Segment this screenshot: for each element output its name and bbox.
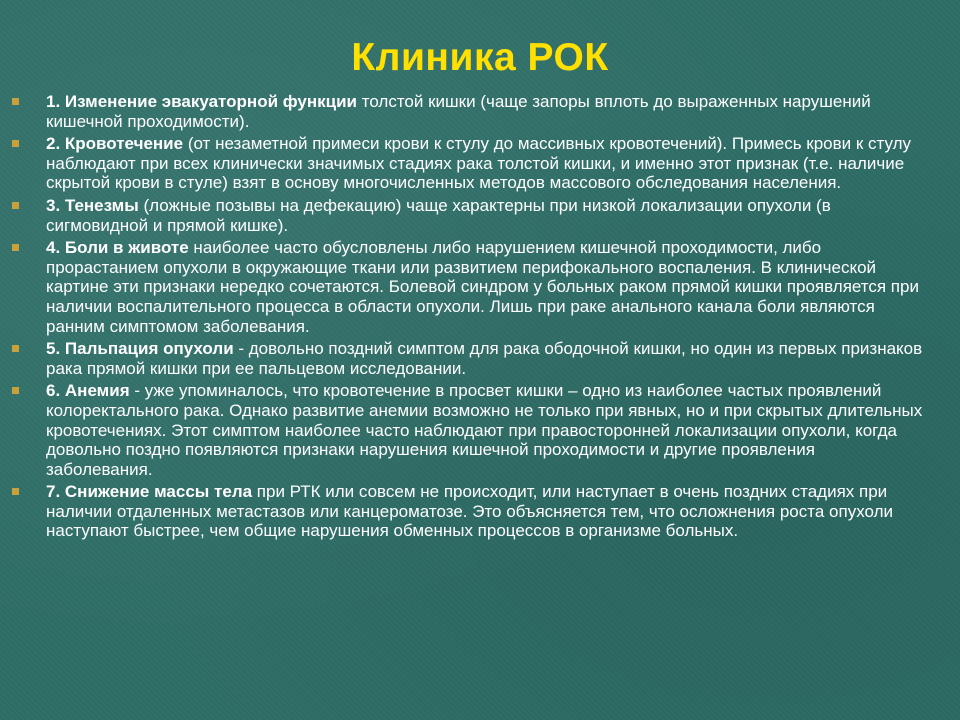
symptom-list: [46, 92, 926, 544]
square-bullet-icon: [12, 244, 19, 251]
item-lead: 4. Боли в животе: [46, 238, 189, 258]
item-text: при РТК или совсем не происходит, или наступает в очень поздних стадиях при наличии отдаленных метастазов или канцероматозе. Это объясняется тем, что осложнения роста опухоли наступают быстрее, чем общие нарушения обменных процессов в организме больных.: [46, 482, 894, 541]
item-text: толстой кишки (чаще запоры вплоть до выраженных нарушений кишечной проходимости).: [46, 92, 871, 131]
item-lead: 5. Пальпация опухоли: [46, 339, 234, 359]
item-text: (ложные позывы на дефекацию) чаще характерны при низкой локализации опухоли (в сигмовидной и прямой кишке).: [46, 195, 831, 235]
list-item: [46, 92, 926, 131]
square-bullet-icon: [12, 387, 19, 394]
item-lead: 3. Тенезмы: [46, 195, 139, 215]
item-lead: 1. Изменение эвакуаторной функции: [46, 92, 357, 111]
square-bullet-icon: [12, 202, 19, 209]
slide-title: Клиника РОК: [351, 36, 609, 79]
list-item: [46, 381, 926, 479]
list-item: [46, 134, 926, 193]
list-item: [46, 482, 926, 541]
item-lead: 6. Анемия: [46, 381, 130, 401]
list-item: [46, 339, 926, 378]
square-bullet-icon: [12, 488, 19, 495]
item-text: наиболее часто обусловлены либо нарушением кишечной проходимости, либо прорастанием опухоли в окружающие ткани или развитием перифокального воспаления. В клинической картине эти признаки нередко сочетаются. Болевой синдром у больных раком прямой кишки проявляется при наличии воспалительного процесса в области опухоли. Лишь при раке анального канала боли являются ранним симптомом заболевания.: [46, 238, 919, 336]
item-text: - уже упоминалось, что кровотечение в просвет кишки – одно из наиболее частых проявлений колоректального рака. Однако развитие анемии возможно не только при явных, но и при скрытых длительных кровотечениях. Этот симптом наиболее часто наблюдают при правосторонней локализации опухоли, когда довольно поздно появляются признаки нарушения кишечной проходимости и другие проявления заболевания.: [46, 381, 923, 479]
item-text: - довольно поздний симптом для рака ободочной кишки, но один из первых признаков рака прямой кишки при ее пальцевом исследовании.: [46, 339, 923, 378]
square-bullet-icon: [12, 98, 19, 105]
item-lead: 2. Кровотечение: [46, 134, 184, 154]
square-bullet-icon: [12, 345, 19, 352]
list-item: [46, 238, 926, 336]
item-text: (от незаметной примеси крови к стулу до массивных кровотечений). Примесь крови к стулу наблюдают при всех клинически значимых стадиях рака толстой кишки, и именно этот признак (т.е. наличие скрытой крови в стуле) взят в основу многочисленных методов массового обследования населения.: [46, 134, 912, 193]
list-item: [46, 196, 926, 235]
item-lead: 7. Снижение массы тела: [46, 482, 253, 502]
square-bullet-icon: [12, 140, 19, 147]
